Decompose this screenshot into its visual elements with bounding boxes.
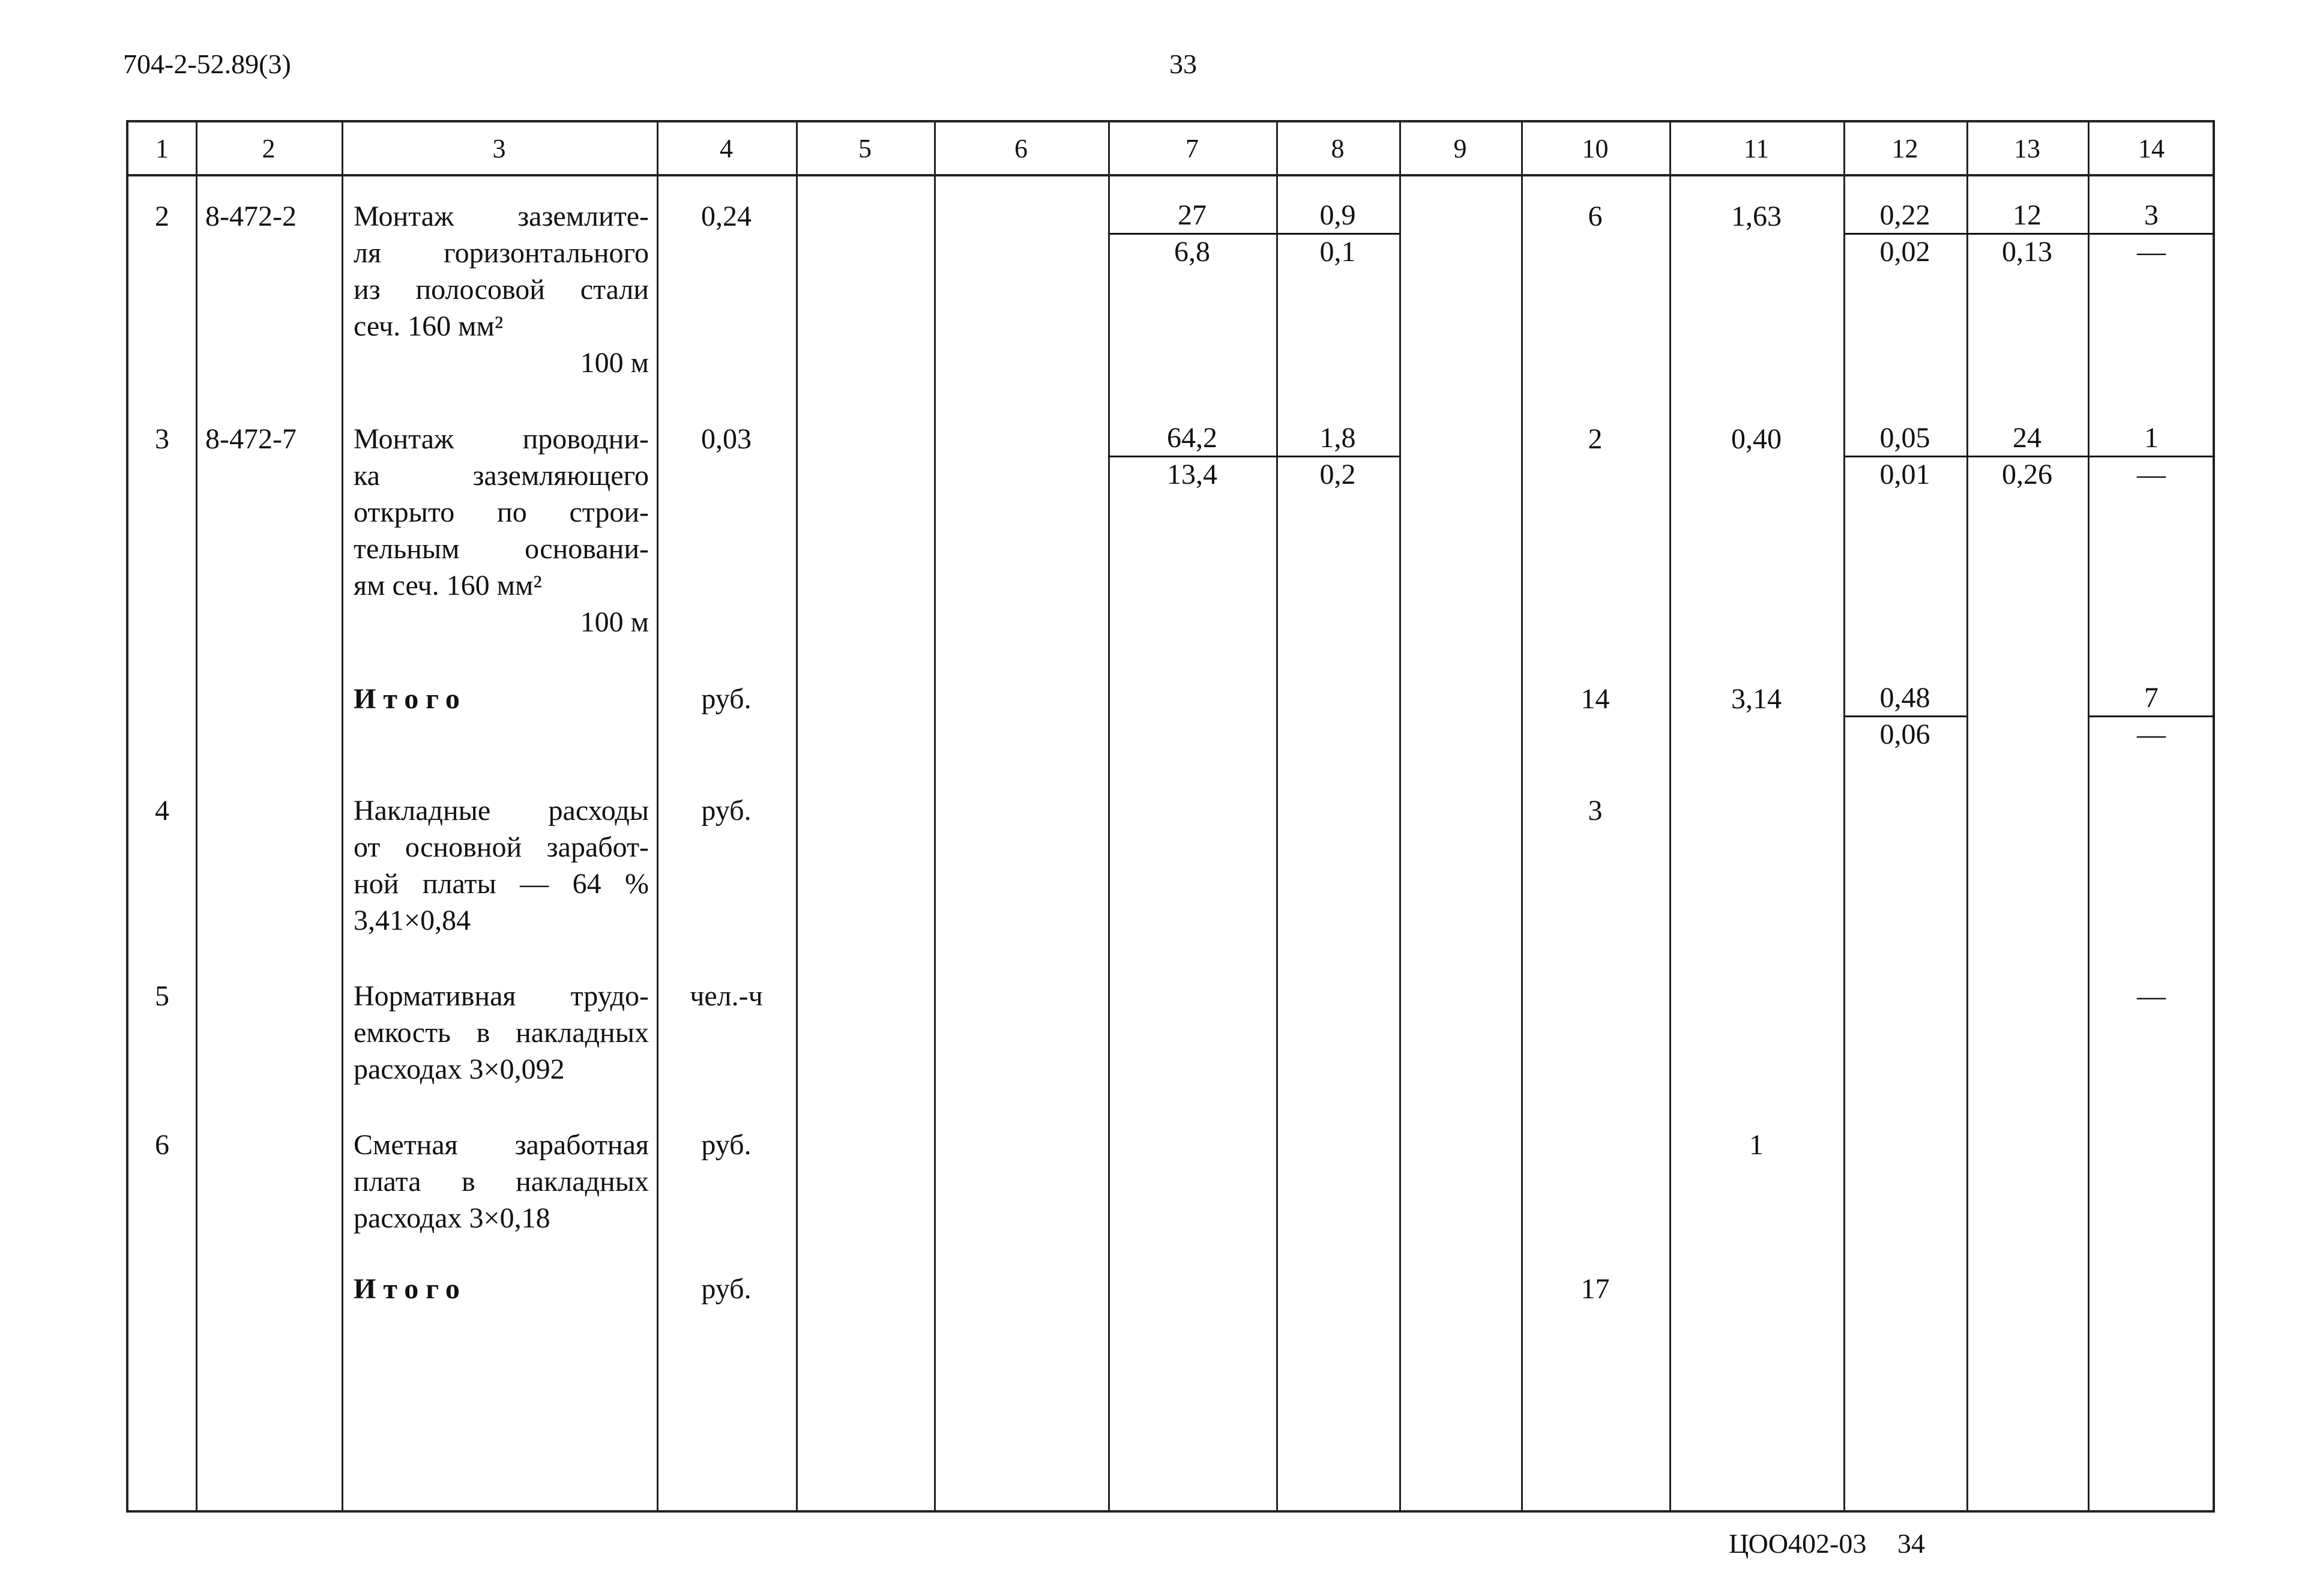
description-line: Монтаж проводни- [354,423,649,455]
fraction-value [1966,422,2088,491]
fraction-value [1108,422,1276,491]
subtotal-label: Итого [354,683,467,715]
fraction-denominator: — [2137,459,2166,490]
fraction-bar [2088,456,2215,457]
unit-value: руб. [701,1273,752,1305]
column-header: 13 [2014,133,2040,163]
description-line: ка заземляющего [354,460,649,492]
description-line: Нормативная трудо- [354,980,649,1012]
fraction-bar [1843,456,1966,457]
cost-value: 0,40 [1731,423,1782,455]
fraction-denominator: 0,1 [1319,236,1356,268]
work-description [354,421,649,640]
cost-value: 1,63 [1731,200,1782,232]
description-line: от основной заработ- [354,831,649,863]
column-divider [1399,122,1401,1510]
fraction-numerator: 3 [2144,199,2159,231]
unit-value: руб. [701,795,752,827]
fraction-value [1276,199,1399,268]
column-header: 10 [1582,133,1609,163]
fraction-bar [1276,456,1399,457]
row-number: 5 [155,980,169,1012]
row-number: 4 [155,795,169,827]
fraction-value [1843,199,1966,268]
fraction-numerator: 27 [1178,199,1207,231]
fraction-value [2088,682,2215,751]
work-description [354,1127,649,1236]
fraction-denominator: 6,8 [1174,236,1210,268]
fraction-bar [1108,456,1276,457]
column-header: 4 [720,133,733,163]
description-line: емкость в накладных [354,1017,649,1049]
fraction-denominator: 0,26 [2002,459,2052,490]
dash-value: — [2137,980,2166,1012]
fraction-denominator: 0,01 [1879,459,1930,490]
description-line: ям сеч. 160 мм² [354,570,542,601]
cost-value: 3,14 [1731,683,1782,715]
fraction-denominator: 0,2 [1319,459,1356,490]
estimate-table [126,120,2215,1513]
row-number: 3 [155,423,169,455]
cost-value: 3 [1588,795,1603,827]
document-code: 704-2-52.89(3) [123,49,291,79]
column-divider [2088,122,2090,1510]
fraction-bar [1966,456,2088,457]
description-line: 3,41×0,84 [354,905,471,936]
fraction-bar [1108,233,1276,235]
fraction-denominator: — [2137,718,2166,750]
unit-value: руб. [701,683,752,715]
rate-code: 8-472-7 [205,423,297,455]
column-divider [1669,122,1671,1510]
cost-value: 1 [1749,1129,1764,1161]
work-description [354,978,649,1088]
fraction-numerator: 0,48 [1879,682,1930,714]
fraction-bar [1276,233,1399,235]
column-header: 5 [858,133,872,163]
description-line: тельным основани- [354,533,649,565]
fraction-denominator: — [2137,236,2166,268]
description-line: Монтаж заземлите- [354,200,649,232]
fraction-denominator: 0,13 [2002,236,2052,268]
fraction-numerator: 1 [2144,422,2159,454]
rate-code: 8-472-2 [205,200,297,232]
column-divider [1276,122,1278,1510]
column-divider [1843,122,1845,1510]
fraction-denominator: 0,06 [1879,718,1930,750]
description-line: Накладные расходы [354,795,649,827]
column-divider [1108,122,1110,1510]
fraction-value [2088,422,2215,491]
fraction-value [1966,199,2088,268]
fraction-value [1843,682,1966,751]
fraction-numerator: 64,2 [1167,422,1217,454]
cost-value: 2 [1588,423,1603,455]
description-line: Сметная заработная [354,1129,649,1161]
fraction-bar [1843,233,1966,235]
fraction-numerator: 0,05 [1879,422,1930,454]
cost-value: 14 [1580,683,1610,715]
quantity-value: 0,24 [701,200,752,232]
fraction-bar [1843,715,1966,717]
column-header: 6 [1014,133,1028,163]
total-label: Итого [354,1273,467,1305]
page-number: 33 [1169,49,1197,79]
column-divider [1966,122,1968,1510]
column-divider [796,122,798,1510]
description-line: расходах 3×0,18 [354,1202,550,1234]
column-header: 3 [492,133,506,163]
unit-value: руб. [701,1129,752,1161]
fraction-numerator: 7 [2144,682,2159,714]
work-description [354,198,649,381]
column-header: 11 [1743,133,1770,163]
cost-value: 17 [1580,1273,1610,1305]
column-divider [342,122,343,1510]
description-line: расходах 3×0,092 [354,1053,565,1085]
description-unit: 100 м [580,347,649,379]
fraction-numerator: 12 [2013,199,2041,231]
column-header: 1 [155,133,169,163]
row-number: 2 [155,200,169,232]
unit-value: чел.-ч [690,980,763,1012]
fraction-value [1276,422,1399,491]
work-description [354,792,649,939]
fraction-numerator: 24 [2013,422,2041,454]
fraction-denominator: 0,02 [1879,236,1930,268]
description-unit: 100 м [580,606,649,638]
fraction-value [1108,199,1276,268]
column-header: 8 [1331,133,1345,163]
column-header: 2 [262,133,276,163]
fraction-value [1843,422,1966,491]
description-line: сеч. 160 мм² [354,310,504,342]
fraction-bar [2088,715,2215,717]
column-header: 14 [2138,133,2165,163]
fraction-numerator: 0,22 [1879,199,1930,231]
fraction-numerator: 1,8 [1319,422,1356,454]
header-divider [128,174,2213,176]
fraction-value [2088,199,2215,268]
column-header: 7 [1186,133,1199,163]
description-line: открыто по строи- [354,496,649,528]
row-number: 6 [155,1129,169,1161]
column-header: 12 [1891,133,1918,163]
page-footer [1729,1528,1925,1559]
fraction-denominator: 13,4 [1167,459,1217,490]
description-line: из полосовой стали [354,274,649,306]
column-divider [196,122,197,1510]
footer-code: ЦОО402-03 [1729,1528,1867,1559]
fraction-bar [1966,233,2088,235]
description-line: ля горизонтального [354,237,649,269]
column-divider [934,122,936,1510]
fraction-numerator: 0,9 [1319,199,1356,231]
cost-value: 6 [1588,200,1603,232]
description-line: ной платы — 64 % [354,868,649,900]
footer-page: 34 [1897,1528,1925,1559]
description-line: плата в накладных [354,1166,649,1197]
column-header: 9 [1453,133,1467,163]
fraction-bar [2088,233,2215,235]
quantity-value: 0,03 [701,423,752,455]
